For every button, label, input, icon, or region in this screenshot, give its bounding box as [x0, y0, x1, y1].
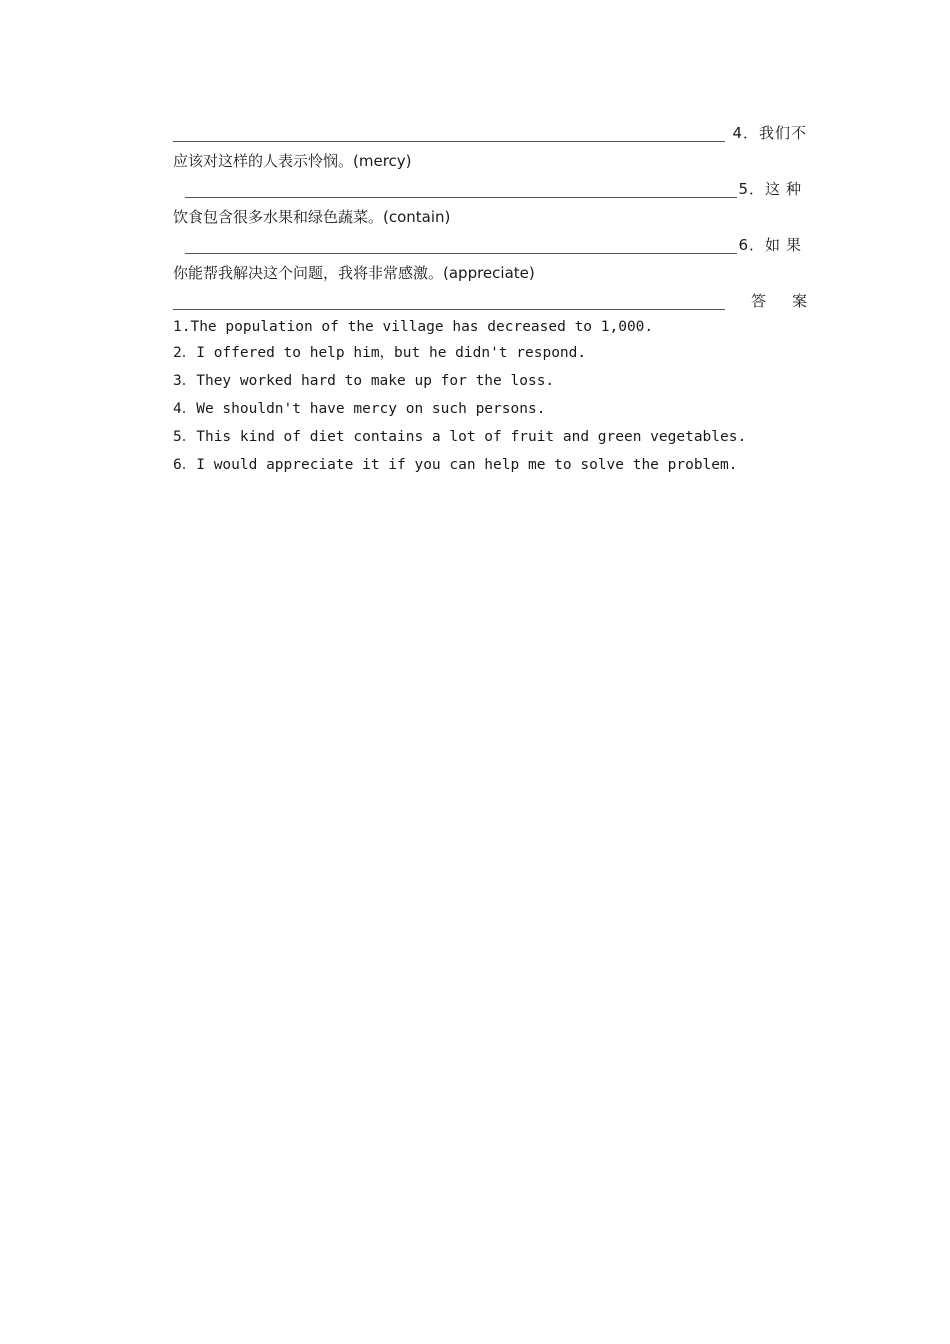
answer-item-text: 3．They worked hard to make up for the loss.: [173, 373, 555, 389]
q4-prompt-line: [173, 149, 807, 173]
q4-blank: [173, 141, 725, 142]
q6-blank: [185, 253, 737, 254]
q6-answer-line: [173, 233, 807, 257]
answer-item: 4．We shouldn't have mercy on such persons.: [173, 401, 546, 417]
q5-number: 5．: [738, 180, 765, 198]
q4-prompt-head: 我们不: [758, 124, 807, 142]
q4-number-head: [732, 121, 807, 145]
q4-number: 4．: [732, 124, 759, 142]
q6-final-blank: [173, 309, 725, 310]
q6-prompt-line: [173, 261, 807, 285]
q6-number-head: [738, 233, 807, 257]
answer-item: [173, 370, 554, 392]
q4-prompt-tail: 应该对这样的人表示怜悯。(mercy): [173, 152, 412, 170]
q6-prompt-tail: 你能帮我解决这个问题，我将非常感激。(appreciate): [173, 264, 535, 282]
q5-answer-line: [173, 177, 807, 201]
q6-prompt-head: 如果: [764, 236, 807, 254]
q6-number: 6．: [738, 236, 765, 254]
q5-blank: [185, 197, 737, 198]
answer-heading-line: [173, 289, 833, 313]
answer-item: 5．This kind of diet contains a lot of fruit and green vegetables.: [173, 429, 747, 445]
answer-heading: 答案: [750, 292, 833, 310]
answer-item: 1.The population of the village has decreased to 1,000.: [173, 319, 654, 335]
answer-item: 6．I would appreciate it if you can help me to solve the problem.: [173, 457, 738, 473]
q5-number-head: [738, 177, 807, 201]
q4-answer-line: [173, 121, 807, 145]
answer-item: 2．I offered to help him，but he didn't respond.: [173, 345, 587, 361]
q5-prompt-line: [173, 205, 807, 229]
q5-prompt-head: 这种: [764, 180, 807, 198]
q5-prompt-tail: 饮食包含很多水果和绿色蔬菜。(contain): [173, 208, 451, 226]
